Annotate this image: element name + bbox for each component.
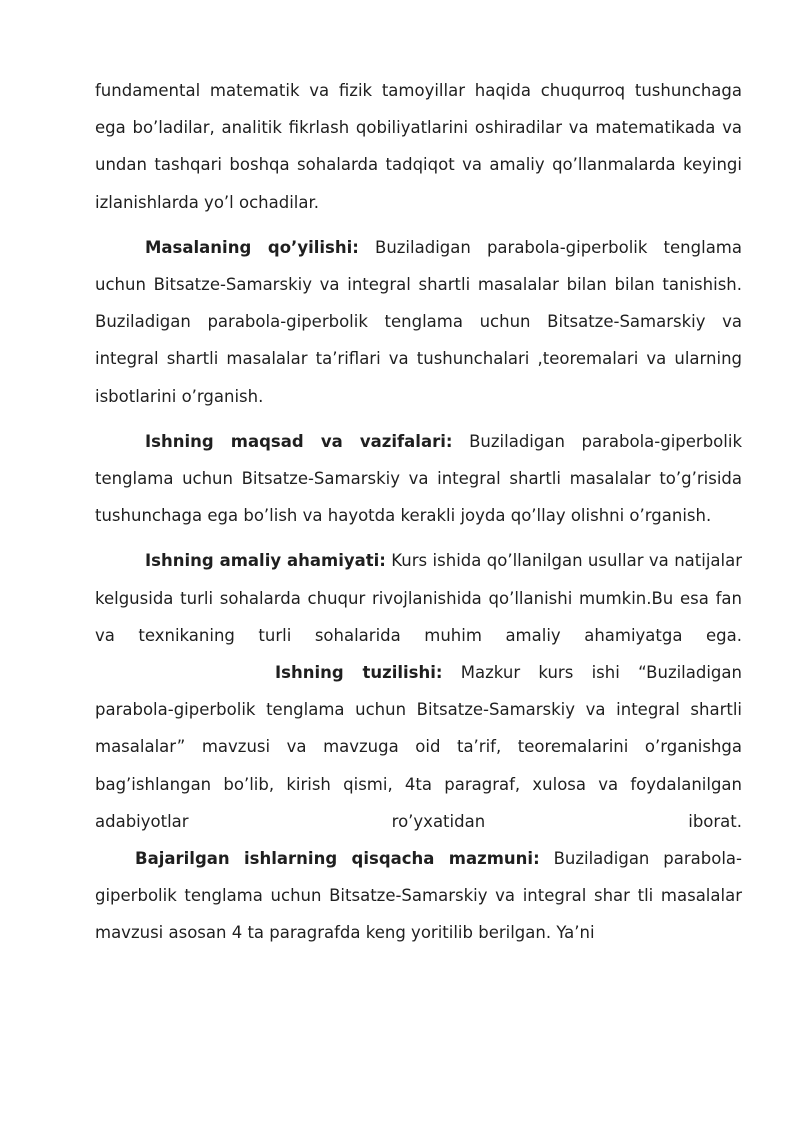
document-body <box>95 72 742 952</box>
section-heading-summary: Bajarilgan ishlarning qisqacha mazmuni: <box>135 849 540 869</box>
paragraph-text: Mazkur kurs ishi “Buziladigan parabola-giperbolik tenglama uchun Bitsatze-Samarskiy va integral shartli masalalar” mavzusi va mavzuga oid ta’rif, teoremalarini o’rganishga bag’ishlangan bo’lib, kirish qismi, 4ta paragraf, xulosa va foydalanilgan adabiyotlar ro’yxatidan iborat. <box>95 663 742 831</box>
section-heading-structure: Ishning tuzilishi: <box>275 663 443 683</box>
section-heading-problem: Masalaning qo’yilishi: <box>145 237 359 257</box>
paragraph-text: Buziladigan parabola-giperbolik tenglama uchun Bitsatze-Samarskiy va integral shartli masalalar to’g’risida tushunchaga ega bo’lish va hayotda kerakli joyda qo’llay olishni o’rganish. <box>95 431 743 526</box>
section-heading-practical: Ishning amaliy ahamiyati: <box>145 551 386 571</box>
paragraph-practical-significance <box>95 542 742 840</box>
paragraph-intro-continuation <box>95 72 742 221</box>
paragraph-problem-statement <box>95 229 742 415</box>
paragraph-goals <box>95 423 742 535</box>
paragraph-text: fundamental matematik va fizik tamoyillar haqida chuqurroq tushunchaga ega bo’ladilar, analitik fikrlash qobiliyatlarini oshiradilar va matematikada va undan tashqari boshqa sohalarda tadqiqot va amaliy qo’llanmalarda keyingi izlanishlarda yo’l ochadilar. <box>95 81 742 212</box>
paragraph-text: Buziladigan parabola-giperbolik tenglama uchun Bitsatze-Samarskiy va integral shartli masalalar bilan bilan tanishish. Buziladigan parabola-giperbolik tenglama uchun Bitsatze-Samarskiy va integral shartli masalalar ta’riflari va tushunchalari ,teoremalari va ularning isbotlarini o’rganish. <box>95 237 742 406</box>
section-heading-goals: Ishning maqsad va vazifalari: <box>145 431 453 451</box>
paragraph-text: Kurs ishida qo’llanilgan usullar va natijalar kelgusida turli sohalarda chuqur rivojlanishida qo’llanishi mumkin.Bu esa fan va texnikaning turli sohalarida muhim amaliy ahamiyatga ega. <box>95 551 742 645</box>
paragraph-text: Buziladigan parabola-giperbolik tenglama uchun Bitsatze-Samarskiy va integral shar tli masalalar mavzusi asosan 4 ta paragrafda keng yoritilib berilgan. Ya’ni <box>95 849 742 943</box>
paragraph-summary <box>95 840 742 952</box>
